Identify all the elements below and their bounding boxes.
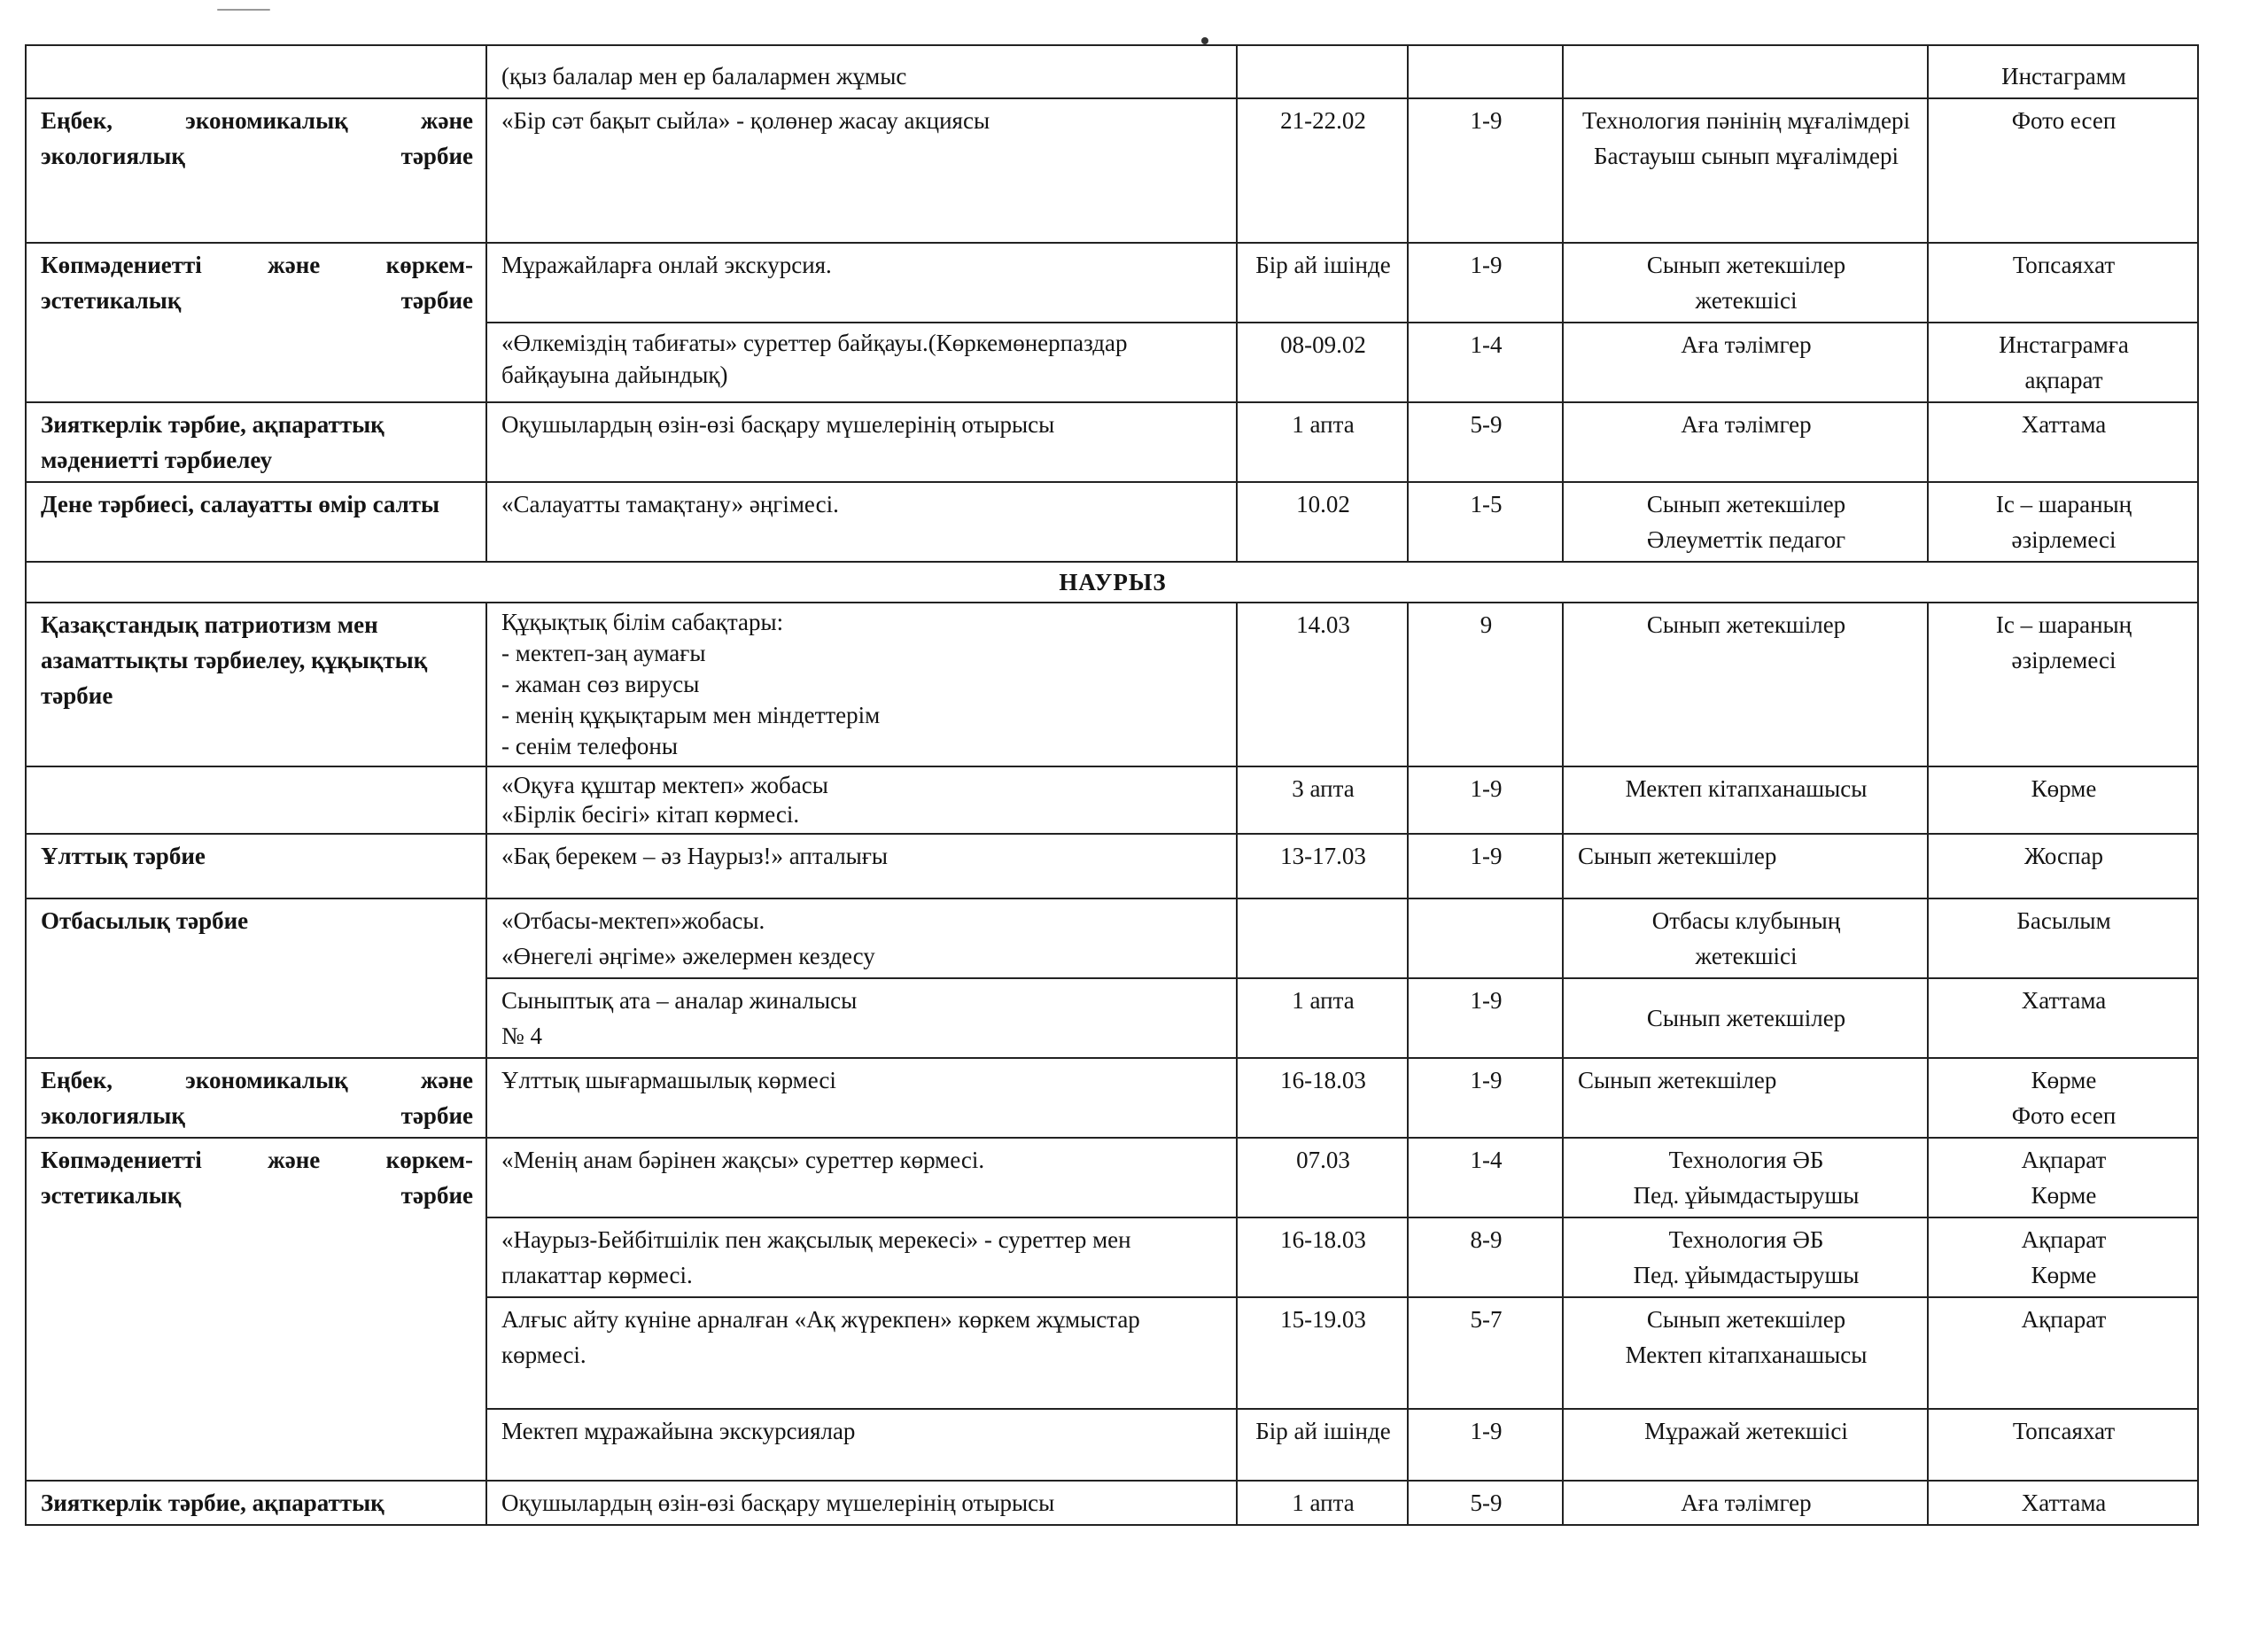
event-cell: «Менің анам бәрінен жақсы» суреттер көрмесі. (486, 1138, 1237, 1217)
responsible-cell: Сынып жетекшілер Мектеп кітапханашысы (1563, 1297, 1928, 1409)
date-cell: 07.03 (1237, 1138, 1408, 1217)
table-row (26, 603, 2198, 766)
scan-speck (1201, 37, 1208, 44)
table-row (26, 98, 2198, 243)
event-cell: Сыныптық ата – аналар жиналысы № 4 (486, 978, 1237, 1058)
event-cell: Оқушылардың өзін-өзі басқару мүшелерінің отырысы (486, 1481, 1237, 1525)
date-cell: 1 апта (1237, 402, 1408, 482)
direction-cell: Зияткерлік тәрбие, ақпараттық (26, 1481, 486, 1525)
report-cell: Хаттама (1928, 978, 2198, 1058)
date-cell: 08-09.02 (1237, 323, 1408, 402)
grade-cell: 1-9 (1408, 98, 1563, 243)
event-plan-table (25, 44, 2199, 1526)
grade-cell: 5-7 (1408, 1297, 1563, 1409)
responsible-cell: Аға тәлімгер (1563, 1481, 1928, 1525)
report-cell: Топсаяхат (1928, 1409, 2198, 1481)
event-cell: «Салауатты тамақтану» әңгімесі. (486, 482, 1237, 562)
event-cell: Құқықтық білім сабақтары: - мектеп-заң аумағы - жаман сөз вирусы - менің құқықтарым мен міндеттерім - сенім телефоны (486, 603, 1237, 766)
event-cell: (қыз балалар мен ер балалармен жұмыс (486, 45, 1237, 98)
event-cell: Оқушылардың өзін-өзі басқару мүшелерінің отырысы (486, 402, 1237, 482)
responsible-cell: Сынып жетекшілер (1563, 1058, 1928, 1138)
event-cell: Мектеп мұражайына экскурсиялар (486, 1409, 1237, 1481)
direction-cell (26, 45, 486, 98)
grade-cell: 5-9 (1408, 402, 1563, 482)
report-cell: Хаттама (1928, 402, 2198, 482)
date-cell: Бір ай ішінде (1237, 1409, 1408, 1481)
month-header-row (26, 562, 2198, 603)
event-cell: Мұражайларға онлай экскурсия. (486, 243, 1237, 323)
table-row (26, 1138, 2198, 1217)
table-row (26, 482, 2198, 562)
responsible-cell: Сынып жетекшілер Әлеуметтік педагог (1563, 482, 1928, 562)
event-cell: «Наурыз-Бейбітшілік пен жақсылық мерекесі» - суреттер мен плакаттар көрмесі. (486, 1217, 1237, 1297)
plan-table-viewport (25, 63, 2197, 1516)
event-cell: «Отбасы-мектеп»жобасы. «Өнегелі әңгіме» әжелермен кездесу (486, 898, 1237, 978)
grade-cell: 8-9 (1408, 1217, 1563, 1297)
responsible-cell: Сынып жетекшілер (1563, 603, 1928, 766)
date-cell (1237, 45, 1408, 98)
date-cell: 21-22.02 (1237, 98, 1408, 243)
direction-cell: Еңбек, экономикалық және экологиялық тәрбие (26, 1058, 486, 1138)
grade-cell: 1-4 (1408, 1138, 1563, 1217)
date-cell: 3 апта (1237, 766, 1408, 834)
grade-cell: 1-9 (1408, 834, 1563, 898)
table-row (26, 1481, 2198, 1525)
date-cell (1237, 898, 1408, 978)
report-cell: Жоспар (1928, 834, 2198, 898)
table-row (26, 402, 2198, 482)
grade-cell: 1-9 (1408, 978, 1563, 1058)
grade-cell (1408, 45, 1563, 98)
table-row (26, 243, 2198, 323)
grade-cell: 1-4 (1408, 323, 1563, 402)
responsible-cell: Технология ӘБ Пед. ұйымдастырушы (1563, 1138, 1928, 1217)
grade-cell: 1-9 (1408, 1409, 1563, 1481)
report-cell: Көрме Фото есеп (1928, 1058, 2198, 1138)
responsible-cell: Аға тәлімгер (1563, 323, 1928, 402)
report-cell: Ақпарат Көрме (1928, 1217, 2198, 1297)
direction-cell: Еңбек, экономикалық және экологиялық тәрбие (26, 98, 486, 243)
report-cell: Фото есеп (1928, 98, 2198, 243)
grade-cell: 1-5 (1408, 482, 1563, 562)
report-cell: Іс – шараның әзірлемесі (1928, 482, 2198, 562)
month-title: НАУРЫЗ (26, 562, 2198, 603)
responsible-cell: Отбасы клубының жетекшісі (1563, 898, 1928, 978)
date-cell: 13-17.03 (1237, 834, 1408, 898)
report-cell: Басылым (1928, 898, 2198, 978)
direction-cell: Көпмәдениетті және көркем-эстетикалық тәрбие (26, 243, 486, 402)
grade-cell: 1-9 (1408, 1058, 1563, 1138)
table-row (26, 898, 2198, 978)
direction-cell: Зияткерлік тәрбие, ақпараттық мәдениетті тәрбиелеу (26, 402, 486, 482)
event-cell: «Өлкеміздің табиғаты» суреттер байқауы.(Көркемөнерпаздар байқауына дайындық) (486, 323, 1237, 402)
grade-cell (1408, 898, 1563, 978)
date-cell: 1 апта (1237, 978, 1408, 1058)
date-cell: 1 апта (1237, 1481, 1408, 1525)
report-cell: Көрме (1928, 766, 2198, 834)
event-cell: «Оқуға құштар мектеп» жобасы «Бірлік бесігі» кітап көрмесі. (486, 766, 1237, 834)
responsible-cell: Технология ӘБ Пед. ұйымдастырушы (1563, 1217, 1928, 1297)
event-cell: «Бақ берекем – әз Наурыз!» апталығы (486, 834, 1237, 898)
responsible-cell: Сынып жетекшілер жетекшісі (1563, 243, 1928, 323)
report-cell: Ақпарат Көрме (1928, 1138, 2198, 1217)
direction-cell: Ұлттық тәрбие (26, 834, 486, 898)
grade-cell: 1-9 (1408, 766, 1563, 834)
direction-cell: Көпмәдениетті және көркем-эстетикалық тәрбие (26, 1138, 486, 1481)
date-cell: 14.03 (1237, 603, 1408, 766)
responsible-cell: Сынып жетекшілер (1563, 978, 1928, 1058)
event-cell: «Бір сәт бақыт сыйла» - қолөнер жасау акциясы (486, 98, 1237, 243)
date-cell: 16-18.03 (1237, 1058, 1408, 1138)
date-cell: 15-19.03 (1237, 1297, 1408, 1409)
responsible-cell: Мектеп кітапханашысы (1563, 766, 1928, 834)
responsible-cell: Сынып жетекшілер (1563, 834, 1928, 898)
report-cell: Топсаяхат (1928, 243, 2198, 323)
date-cell: 16-18.03 (1237, 1217, 1408, 1297)
date-cell: 10.02 (1237, 482, 1408, 562)
direction-cell: Қазақстандық патриотизм мен азаматтықты тәрбиелеу, құқықтық тәрбие (26, 603, 486, 766)
report-cell: Инстаграмм (1928, 45, 2198, 98)
grade-cell: 1-9 (1408, 243, 1563, 323)
report-cell: Іс – шараның әзірлемесі (1928, 603, 2198, 766)
direction-cell: Отбасылық тәрбие (26, 898, 486, 1058)
date-cell: Бір ай ішінде (1237, 243, 1408, 323)
table-row (26, 766, 2198, 834)
responsible-cell (1563, 45, 1928, 98)
direction-cell (26, 766, 486, 834)
responsible-cell: Аға тәлімгер (1563, 402, 1928, 482)
grade-cell: 5-9 (1408, 1481, 1563, 1525)
table-row (26, 834, 2198, 898)
direction-cell: Дене тәрбиесі, салауатты өмір салты (26, 482, 486, 562)
report-cell: Хаттама (1928, 1481, 2198, 1525)
scan-mark (217, 9, 270, 11)
table-row (26, 1058, 2198, 1138)
responsible-cell: Технология пәнінің мұғалімдері Бастауыш сынып мұғалімдері (1563, 98, 1928, 243)
responsible-cell: Мұражай жетекшісі (1563, 1409, 1928, 1481)
grade-cell: 9 (1408, 603, 1563, 766)
event-cell: Алғыс айту күніне арналған «Ақ жүрекпен» көркем жұмыстар көрмесі. (486, 1297, 1237, 1409)
event-cell: Ұлттық шығармашылық көрмесі (486, 1058, 1237, 1138)
table-row-fragment (26, 45, 2198, 98)
report-cell: Ақпарат (1928, 1297, 2198, 1409)
report-cell: Инстаграмға ақпарат (1928, 323, 2198, 402)
